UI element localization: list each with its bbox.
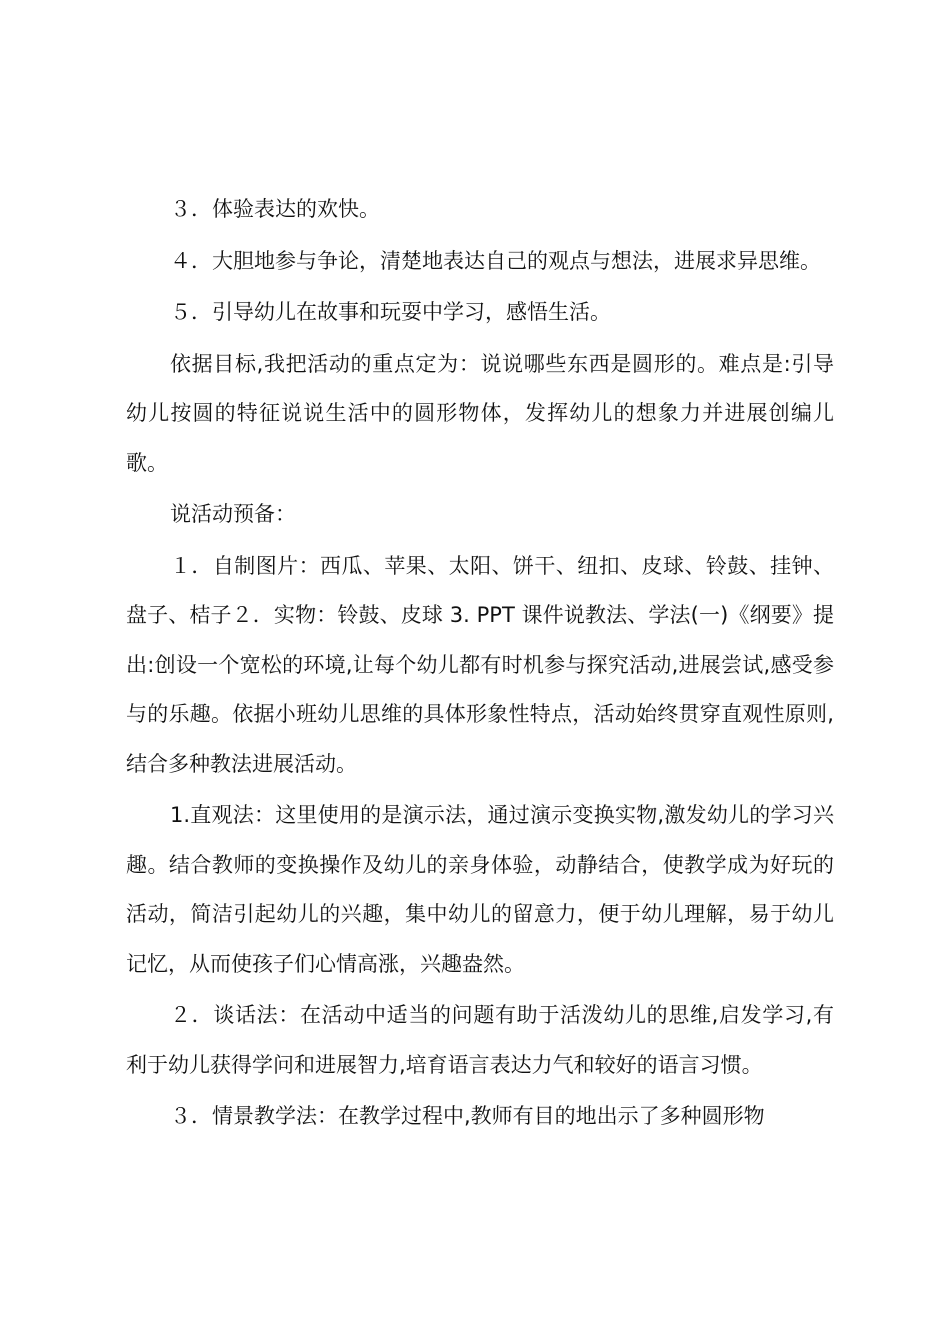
paragraph-method-conversation: ２．谈话法：在活动中适当的问题有助于活泼幼儿的思维,启发学习,有利于幼儿获得学问和进展智力,培育语言表达力气和较好的语言习惯。 <box>126 1003 834 1077</box>
paragraph-focus-difficulty: 依据目标,我把活动的重点定为：说说哪些东西是圆形的。难点是:引导幼儿按圆的特征说说生活中的圆形物体，发挥幼儿的想象力并进展创编儿歌。 <box>126 351 834 475</box>
paragraph-method-intuitive: 1.直观法：这里使用的是演示法，通过演示变换实物,激发幼儿的学习兴趣。结合教师的变换操作及幼儿的亲身体验，动静结合，使教学成为好玩的活动，简洁引起幼儿的兴趣，集中幼儿的留意力，便于幼儿理解，易于幼儿记忆，从而使孩子们心情高涨，兴趣盎然。 <box>126 803 834 976</box>
paragraph-goal-3: ３．体验表达的欢快。 <box>170 197 380 221</box>
paragraph-preparation-heading: 说活动预备： <box>170 502 296 526</box>
paragraph-goal-5: ５．引导幼儿在故事和玩耍中学习，感悟生活。 <box>170 300 611 324</box>
paragraph-preparation-materials: １．自制图片：西瓜、苹果、太阳、饼干、纽扣、皮球、铃鼓、挂钟、盘子、桔子２．实物：铃鼓、皮球 3. PPT 课件说教法、学法(一)《纲要》提出:创设一个宽松的环境,让每个幼儿都有时机参与探究活动,进展尝试,感受参与的乐趣。依据小班幼儿思维的具体形象性特点，活动始终贯穿直观性原则,结合多种教法进展活动。 <box>126 553 834 776</box>
document-body <box>126 185 834 1144</box>
paragraph-method-situational: ３．情景教学法：在教学过程中,教师有目的地出示了多种圆形物 <box>170 1104 765 1128</box>
paragraph-goal-4: ４．大胆地参与争论，清楚地表达自己的观点与想法，进展求异思维。 <box>170 248 821 273</box>
